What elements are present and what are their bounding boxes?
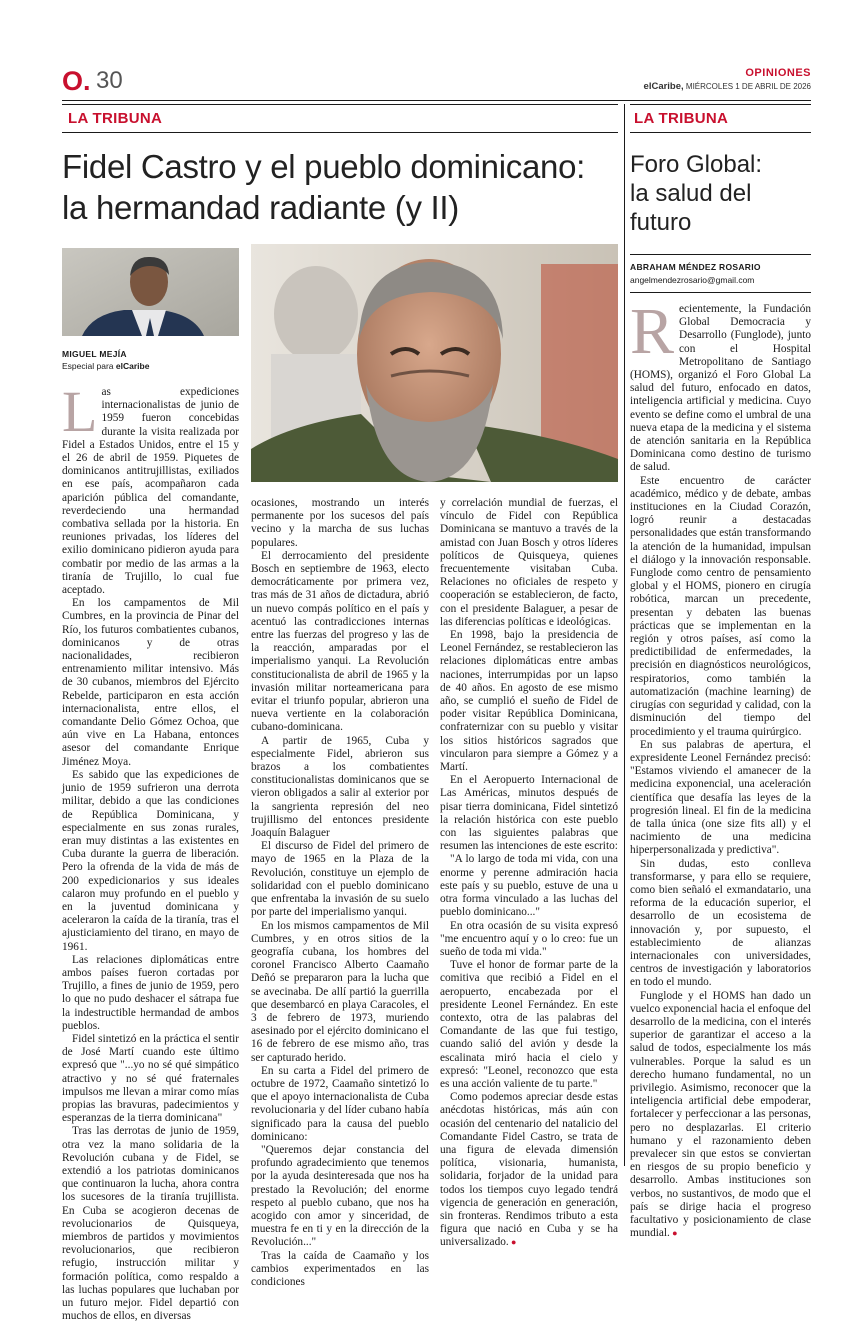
page-number: 30: [96, 67, 123, 94]
main-column-1: [62, 379, 239, 1323]
sidebar-headline-line-2: la salud del: [630, 180, 752, 207]
section-letter: O.: [62, 66, 91, 96]
paper-name: elCaribe,: [643, 81, 684, 92]
sidebar-author-name: ABRAHAM MÉNDEZ ROSARIO: [630, 262, 761, 272]
main-column-divider-1: [245, 244, 246, 1159]
sidebar-author: [630, 262, 811, 285]
main-col2-para: Tras la caída de Caamaño y los cambios experimentados en las condiciones: [251, 1249, 429, 1288]
sidebar-para: Sin dudas, esto conlleva transformarse, y para ello se requiere, como bien señaló el exmandatario, una reforma de la educación superior, el desarrollo de un ecosistema de innovación y, por supuesto, el establecimiento de alianzas internacionales con universidades, centros de investigación y laboratorios en todo el mundo.: [630, 857, 811, 989]
main-col3-para: En el Aeropuerto Internacional de Las Américas, minutos después de pisar tierra dominicana, Fidel sintetizó la relación histórica con este pueblo con las siguientes palabras que resumen las intenciones de este escrito:: [440, 774, 618, 853]
main-col2-para: El discurso de Fidel del primero de mayo de 1965 en la Plaza de la Revolución, constituye un ejemplo de solidaridad con el pueblo dominicano que enfrentaba la invasión de su suelo por parte del imperialismo yanqui.: [251, 840, 429, 919]
issue-date: MIÉRCOLES 1 DE ABRIL DE 2026: [685, 82, 811, 91]
sidebar-headline: [630, 150, 811, 237]
sidebar-author-rule: [630, 254, 811, 255]
main-author: [62, 349, 239, 371]
main-col1-para: Es sabido que las expediciones de junio de 1959 sufrieron una derrota militar, debido a que las condiciones de República Dominicana, y especialmente en sus zonas rurales, eran muy distintas a las existentes en Cuba durante la guerra de liberación. Pero la ofrenda de la vida de más de 200 expedicionarios y sus ideales calaron muy profundo en el pueblo y en la juventud dominicana y aceleraron la caída de la tiranía, tras el ajusticiamiento del tirano, en mayo de 1961.: [62, 768, 239, 953]
sidebar-dropcap: R: [630, 295, 675, 368]
sidebar-para: En sus palabras de apertura, el expresidente Leonel Fernández precisó: "Estamos viviendo el amanecer de la medicina exponencial, una aceleración científica que desafía las leyes de la progresión lineal. El fin de la medicina de talla única (one size fits all) y el nacimiento de una medicina hiperpersonalizada y predictiva".: [630, 738, 811, 857]
main-col3-para: En 1998, bajo la presidencia de Leonel Fernández, se restablecieron las relaciones diplomáticas entre ambas naciones, interrumpidas por un lapso de 40 años. En agosto de ese mismo año, se cumplió el sueño de Fidel de poder visitar República Dominicana, confraternizar con su pueblo y visitar los sitios históricos sagrados que vincularon para siempre a Gómez y a Martí.: [440, 629, 618, 774]
main-column-3: [440, 497, 618, 1250]
main-col1-para: Las relaciones diplomáticas entre ambos países fueron cortadas por Trujillo, a fines de junio de 1959, pero lo que no pudo deshacer el sátrapa fue la indestructible hermandad de ambos pueblos.: [62, 953, 239, 1032]
main-col1-para: [62, 379, 239, 597]
main-col2-para: A partir de 1965, Cuba y especialmente Fidel, abrieron sus brazos a los combatientes constitucionalistas dominicanos que se vieron obligados a salir al exterior por la sangrienta represión del neo trujillismo del entonces presidente Joaquín Balaguer: [251, 734, 429, 840]
main-col1-para: Fidel sintetizó en la práctica el sentir de José Martí cuando este último expresó que "...yo no sé qué simpático atractivo y no sé qué fraternales impulsos me llevan a mirar como mías propias las bravuras, padecimientos y esperanzas de la tierra dominicana": [62, 1032, 239, 1125]
main-col3-para: y correlación mundial de fuerzas, el vínculo de Fidel con República Dominicana se mantuvo a través de la amistad con Juan Bosch y otros líderes políticos de Quisqueya, quienes frecuentemente visitaban Cuba. Relaciones no oficiales de respeto y cooperación se establecieron, de facto, con el presidente Balaguer, a pesar de las diferencias políticas e ideológicas.: [440, 497, 618, 628]
main-label-rule-top: [62, 104, 618, 105]
sidebar-column: [630, 295, 812, 1240]
main-col1-para-text: as expediciones internacionalistas de junio de 1959 fueron concebidas durante la visita realizada por Fidel a Estados Unidos, entre el 15 y el 26 de abril de 1959. Piquetes de dominicanos antitrujillistas, exiliados en ese país, acompañaron cada aparición pública del comandante, reverdeciendo una hermandad combativa sellada por la historia. En reuniones privadas, los líderes del exilio dominicano pidieron ayuda para combatir por medio de las armas a la tiranía de Trujillo, lo cual fue aceptado.: [62, 386, 239, 597]
header-rule: [62, 100, 811, 101]
main-col3-para: Tuve el honor de formar parte de la comitiva que recibió a Fidel en el aeropuerto, encabezada por el presidente Leonel Fernández. En este contexto, otra de las palabras del Comandante de las que fui testigo, cuando salió del avión y desde la escalinata miró hacia el cielo y expresó: "Leonel, reconozco que esta es una acción valiente de tu parte.": [440, 959, 618, 1090]
main-author-role-prefix: Especial para: [62, 361, 114, 371]
main-col2-para: En los mismos campamentos de Mil Cumbres, y en otros sitios de la geografía cubana, los hombres del coronel Francisco Alberto Caamaño Deñó se prepararon para la lucha que se avecinaba. De allí partió la guerrilla que desembarcó en playa Caracoles, el 3 de febrero de 1973, muriendo asesinado por el ejército dominicano el 16 de febrero de ese mismo año, tras ser capturado herido.: [251, 919, 429, 1064]
main-author-role-paper: elCaribe: [115, 361, 150, 371]
main-column-2: [251, 497, 429, 1289]
sidebar-headline-line-3: futuro: [630, 209, 692, 236]
masthead: [644, 81, 811, 92]
main-col2-para: "Queremos dejar constancia del profundo agradecimiento que tenemos por la ayuda desinteresada que nos ha prestado la Revolución; del enorme respeto al pueblo cubano, que nos ha acogido con amor y sinceridad, de muestra fe en ti y en la dirección de la Revolución...": [251, 1143, 429, 1249]
main-col3-para: Como podemos apreciar desde estas anécdotas históricas, más aún con ocasión del centenario del natalicio del Comandante Fidel Castro, se trata de una figura de elevada dimensión política, visionaria, humanista, solidaria, forjador de la unidad para todos los tiempos cuyo legado tendrá vigencia de generación en generación, sin fronteras. Rendimos tributo a esta figura que nació en Cuba y se ha universalizado. ●: [440, 1091, 618, 1249]
main-col3-para: "A lo largo de toda mi vida, con una enorme y perenne admiración hacia este país y su pueblo, estuve de una u otra forma vinculado a las luchas del pueblo dominicano...": [440, 853, 618, 919]
main-section-label: LA TRIBUNA: [68, 110, 163, 127]
sidebar-author-rule-bottom: [630, 292, 811, 293]
main-col1-para: En los campamentos de Mil Cumbres, en la provincia de Pinar del Río, los futuros combatientes cubanos, dominicanos y de otras nacionalidades, recibieron entrenamiento militar intensivo. Más de 30 cubanos, miembros del Ejército Rebelde, participaron en esta acción internacionalista, entre ellos, el comandante Delio Gómez Ochoa, que aún vive en La Habana, entonces asesor del comandante Enrique Jiménez Moya.: [62, 597, 239, 768]
main-headline: [62, 146, 622, 228]
main-author-name: MIGUEL MEJÍA: [62, 349, 127, 359]
sidebar-para-text: ecientemente, la Fundación Global Democracia y Desarrollo (Funglode), junto con el Hospital Metropolitano de Santiago (HOMS), organizó el Foro Global La salud del futuro, enfocado en datos, inteligencia artificial y medicina. Cuyo evento se define como el umbral de una nueva etapa de la medicina y el sistema de atención sanitaria en la República Dominicana como destino de turismo de salud.: [630, 303, 811, 474]
sidebar-author-email[interactable]: angelmendezrosario@gmail.com: [630, 275, 755, 285]
main-label-rule: [62, 132, 618, 133]
main-col2-para: El derrocamiento del presidente Bosch en septiembre de 1963, electo democráticamente por primera vez, tras más de 31 años de dictadura, abrió un nuevo compás político en el país y acentuó las contradicciones internas entre las fuerzas del progreso y las de la reacción, amparadas por el imperialismo yanqui. La Revolución constitucionalista de abril de 1965 y la invasión militar norteamericana para evitar el triunfo popular, abrieron una nueva vertiente en la colaboración cubano-dominicana.: [251, 549, 429, 734]
main-col2-para: En su carta a Fidel del primero de octubre de 1972, Caamaño sintetizó lo que el apoyo internacionalista de Cuba revolucionaria y del líder cubano había significado para la causa del pueblo dominicano:: [251, 1064, 429, 1143]
page-header: [62, 66, 811, 100]
headline-line-1: Fidel Castro y el pueblo dominicano:: [62, 148, 585, 185]
sidebar-para: Funglode y el HOMS han dado un vuelco exponencial hacia el enfoque del desarrollo de la medicina, con el interés superior de garantizar el acceso a la salud de todos, especialmente los más vulnerables. Porque la salud es un derecho humano fundamental, no un privilegio. Asimismo, reconocer que la inteligencia artificial debe empoderar, fortalecer y perfeccionar a las personas, pero no desplazarlas. El criterio humano y el razonamiento deben prevalecer sin que estos se conviertan en riesgos de su propio beneficio y desarrollo. Ambas instituciones son verbos, no sustantivos, de modo que el país se dirige hacia el progreso facultativo y posicionamiento de clase mundial. ●: [630, 990, 811, 1241]
main-author-role: [62, 361, 239, 371]
headline-line-2: la hermandad radiante (y II): [62, 189, 459, 226]
sidebar-para: [630, 295, 811, 475]
main-col2-para: ocasiones, mostrando un interés permanente por los sucesos del país vecino y la marcha de sus luchas populares.: [251, 497, 429, 549]
sidebar-label-rule: [630, 132, 811, 133]
main-col3-para: En otra ocasión de su visita expresó "me encuentro aquí y o lo creo: fue un sueño de toda mi vida.": [440, 919, 618, 958]
sidebar-divider: [624, 104, 625, 1166]
section-name: OPINIONES: [745, 67, 811, 79]
sidebar-section-label: LA TRIBUNA: [634, 110, 729, 127]
main-dropcap: L: [62, 379, 98, 444]
sidebar-para: Este encuentro de carácter académico, médico y de debate, ambas instituciones en la Ciudad Corazón, logró reunir a destacadas personalidades que están transformando la atención de la humanidad, impulsan el diálogo y la innovación responsable. Funglode como centro de pensamiento global y el HOMS, pionero en cirugía robótica, marcan un precedente, presentan y debaten las buenas prácticas que se implementan en la región y otros países, así como la predictibilidad de enfermedades, la precisión en diagnósticos neurológicos, respiratorios, como también la automatización (machine learning) de cirugías con seguridad y calidad, con la disminución del tiempo del procedimiento y el trauma quirúrgico.: [630, 474, 812, 738]
fidel-photo: [251, 244, 618, 482]
author-photo: [62, 248, 239, 336]
main-col1-para: Tras las derrotas de junio de 1959, otra vez la mano solidaria de la Revolución cubana y de Fidel, se extendió a los patriotas dominicanos que continuaron la lucha, ahora contra los sucesores de la tiranía trujillista. En Cuba se acogieron decenas de revolucionarios de Quisqueya, miembros de partidos y movimientos revolucionarios, que recibieron refugio, instrucción militar y formación política, como respaldo a las luchas populares que luchaban por un futuro mejor. Fidel departió con muchos de ellos, en diversas: [62, 1125, 239, 1323]
sidebar-label-rule-top: [630, 104, 811, 105]
sidebar-headline-line-1: Foro Global:: [630, 151, 763, 178]
